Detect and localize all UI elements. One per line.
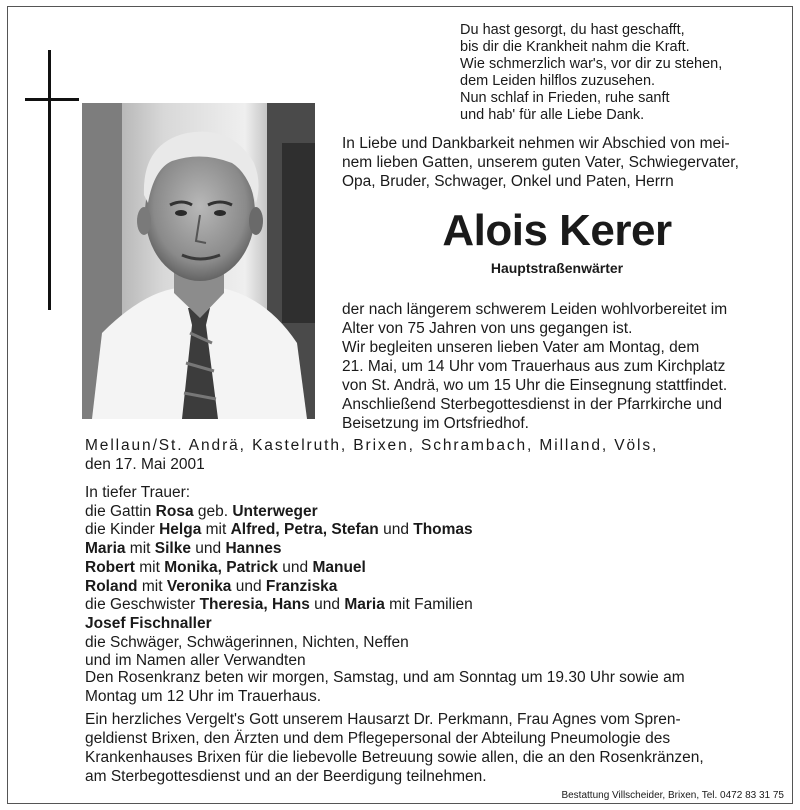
text-span: mit <box>134 558 165 576</box>
intro-line: In Liebe und Dankbarkeit nehmen wir Abschied von mei- <box>342 135 730 152</box>
thanks-line: Ein herzliches Vergelt's Gott unserem Hausarzt Dr. Perkmann, Frau Agnes vom Spren- <box>85 711 681 728</box>
poem-line: dem Leiden hilflos zuzusehen. <box>460 73 656 89</box>
details-line: der nach längerem schwerem Leiden wohlvorbereitet im <box>342 301 728 318</box>
text-span: mit Familien <box>384 596 473 614</box>
thanks-notice <box>85 710 775 786</box>
places-line: Mellaun/St. Andrä, Kastelruth, Brixen, Schrambach, Milland, Völs, <box>85 437 659 454</box>
funeral-home-credit: Bestattung Villscheider, Brixen, Tel. 0472 83 31 75 <box>561 790 784 801</box>
thanks-line: geldienst Brixen, den Ärzten und dem Pflegepersonal der Abteilung Pneumologie des <box>85 730 671 747</box>
portrait-photo <box>82 103 315 419</box>
details-line: Anschließend Sterbegottesdienst in der Pfarrkirche und <box>342 396 722 413</box>
text-span: die Gattin <box>85 502 156 520</box>
poem-line: Nun schlaf in Frieden, ruhe sanft <box>460 90 670 106</box>
poem-line: und hab' für alle Liebe Dank. <box>460 107 645 123</box>
intro-line: nem lieben Gatten, unserem guten Vater, Schwiegervater, <box>342 154 739 171</box>
details-line: 21. Mai, um 14 Uhr vom Trauerhaus aus zum Kirchplatz <box>342 358 726 375</box>
mourner-name: Thomas <box>413 521 473 539</box>
text-span: und <box>190 540 226 558</box>
text-span: geb. <box>193 502 233 520</box>
mourner-name: Maria <box>85 540 126 558</box>
intro-text <box>342 134 772 191</box>
intro-line: Opa, Bruder, Schwager, Onkel und Paten, Herrn <box>342 173 674 190</box>
funeral-details <box>342 300 772 433</box>
cross-icon-bar <box>25 98 79 101</box>
mourners-heading: In tiefer Trauer: <box>85 484 191 501</box>
mourner-line <box>85 615 775 634</box>
mourner-name: Unterweger <box>232 502 318 520</box>
mourner-name: Hannes <box>225 540 282 558</box>
details-line: von St. Andrä, wo um 15 Uhr die Einsegnung stattfindet. <box>342 377 728 394</box>
details-line: Beisetzung im Ortsfriedhof. <box>342 415 529 432</box>
rosary-line: Den Rosenkranz beten wir morgen, Samstag, und am Sonntag um 19.30 Uhr sowie am <box>85 669 685 686</box>
mourner-name: Monika, Patrick <box>164 558 278 576</box>
mourner-line <box>85 521 775 540</box>
mourner-name: Silke <box>154 540 191 558</box>
mourner-name: Robert <box>85 558 135 576</box>
mourner-line <box>85 559 775 578</box>
mourner-name: Roland <box>85 577 138 595</box>
poem-line: bis dir die Krankheit nahm die Kraft. <box>460 39 690 55</box>
thanks-line: Krankenhauses Brixen für die liebevolle Betreuung sowie allen, die an den Rosenkränzen, <box>85 749 704 766</box>
text-span: die Geschwister <box>85 596 200 614</box>
details-line: Alter von 75 Jahren von uns gegangen ist. <box>342 320 633 337</box>
cross-icon <box>48 50 51 310</box>
mourner-name: Josef Fischnaller <box>85 614 212 632</box>
rosary-line: Montag um 12 Uhr im Trauerhaus. <box>85 688 322 705</box>
mourner-line: die Schwäger, Schwägerinnen, Nichten, Neffen <box>85 633 409 651</box>
mourner-name: Franziska <box>265 577 338 595</box>
text-span: mit <box>201 521 231 539</box>
deceased-name: Alois Kerer <box>442 206 672 255</box>
text-span: und <box>309 596 345 614</box>
mourner-name: Rosa <box>155 502 194 520</box>
mourner-line <box>85 503 775 522</box>
mourner-name: Alfred, Petra, Stefan <box>230 521 379 539</box>
details-line: Wir begleiten unseren lieben Vater am Montag, dem <box>342 339 700 356</box>
date-line: den 17. Mai 2001 <box>85 456 205 473</box>
mourner-line <box>85 596 775 615</box>
mourner-line <box>85 540 775 559</box>
mourner-name: Maria <box>344 596 385 614</box>
deceased-occupation: Hauptstraßenwärter <box>490 260 624 276</box>
mourner-name: Veronika <box>166 577 232 595</box>
text-span: und <box>378 521 414 539</box>
rosary-notice <box>85 668 775 706</box>
text-span: mit <box>125 540 155 558</box>
poem-line: Wie schmerzlich war's, vor dir zu stehen, <box>460 56 723 72</box>
places-and-date <box>85 436 775 474</box>
text-span: und <box>231 577 266 595</box>
poem-line: Du hast gesorgt, du hast geschafft, <box>460 22 685 38</box>
text-span: die Kinder <box>85 521 160 539</box>
mourner-name: Theresia, Hans <box>199 596 310 614</box>
mourners-list <box>85 484 775 671</box>
mourner-name: Helga <box>159 521 202 539</box>
poem <box>460 22 780 124</box>
mourner-line: und im Namen aller Verwandten <box>85 652 306 670</box>
thanks-line: am Sterbegottesdienst und an der Beerdigung teilnehmen. <box>85 768 487 785</box>
mourner-name: Manuel <box>312 558 366 576</box>
text-span: und <box>277 558 313 576</box>
mourner-line <box>85 578 775 597</box>
text-span: mit <box>137 577 167 595</box>
